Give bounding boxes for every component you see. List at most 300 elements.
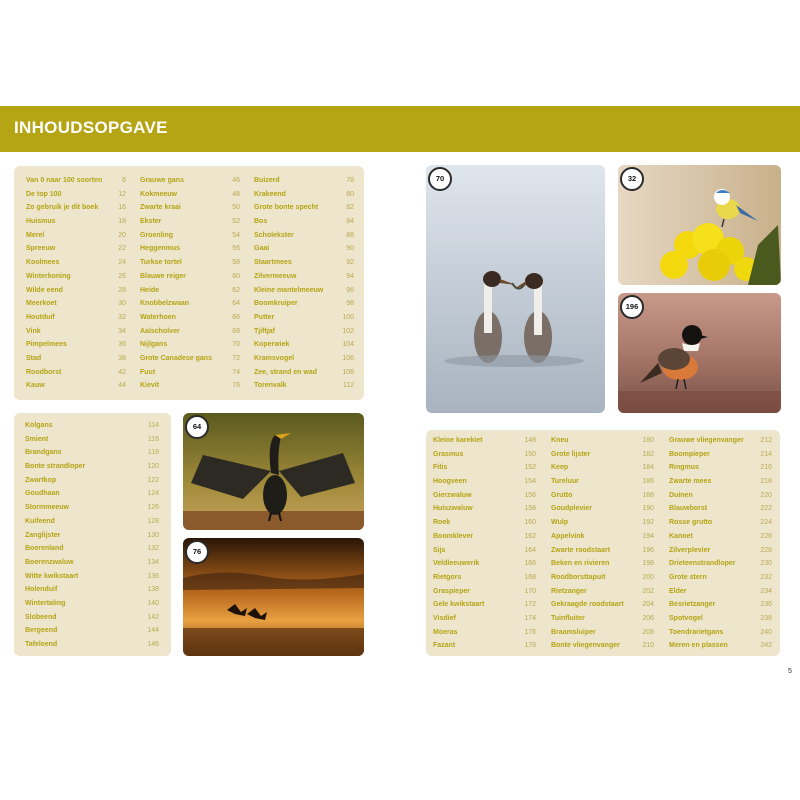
toc-entry[interactable] [669,612,772,626]
toc-entry[interactable] [433,530,536,544]
toc-entry[interactable] [26,256,126,270]
toc-entry-label: De top 100 [26,190,62,198]
toc-entry-page: 60 [232,272,240,280]
toc-entry[interactable] [669,639,772,653]
toc-entry-label: Koperwiek [254,341,290,349]
toc-entry-label: Fuut [140,368,156,376]
toc-entry[interactable] [551,626,654,640]
toc-entry[interactable] [254,284,354,298]
toc-entry[interactable] [669,461,772,475]
toc-entry[interactable] [254,188,354,202]
toc-entry-label: Roek [433,519,451,527]
toc-entry[interactable] [551,544,654,558]
toc-entry[interactable] [254,325,354,339]
toc-entry[interactable] [26,284,126,298]
toc-entry[interactable] [25,638,159,652]
toc-entry[interactable] [25,501,159,515]
toc-entry[interactable] [433,516,536,530]
toc-entry[interactable] [254,352,354,366]
toc-entry[interactable] [140,188,240,202]
toc-entry-page: 174 [524,614,536,622]
toc-entry-page: 160 [524,519,536,527]
blue-tit-photo [618,165,781,285]
toc-entry[interactable] [254,366,354,380]
toc-entry[interactable] [669,598,772,612]
toc-entry[interactable] [26,297,126,311]
toc-entry-label: Grote Canadese gans [140,354,212,362]
toc-entry-page: 20 [118,231,126,239]
toc-entry-label: Spotvogel [669,614,703,622]
toc-entry-page: 118 [147,449,159,457]
page-title: INHOUDSOPGAVE [14,118,168,137]
toc-entry-page: 82 [346,204,354,212]
toc-entry[interactable] [25,597,159,611]
toc-entry-label: Zwartkop [25,476,57,484]
toc-entry-page: 226 [760,532,772,540]
toc-entry-label: Heide [140,286,160,294]
toc-entry-page: 70 [232,341,240,349]
toc-entry[interactable] [551,475,654,489]
toc-entry[interactable] [26,366,126,380]
toc-entry[interactable] [551,489,654,503]
toc-entry-label: Kuifeend [25,517,55,525]
toc-entry-label: Gele kwikstaart [433,601,485,609]
toc-entry-label: Rietzanger [551,587,587,595]
toc-entry[interactable] [25,487,159,501]
toc-entry-page: 218 [760,478,772,486]
toc-entry[interactable] [433,557,536,571]
toc-entry-page: 98 [346,300,354,308]
toc-entry[interactable] [669,489,772,503]
toc-entry[interactable] [551,530,654,544]
toc-entry[interactable] [551,448,654,462]
toc-entry-label: Holenduif [25,586,58,594]
toc-entry-label: Grote stern [669,573,707,581]
toc-entry-page: 34 [118,327,126,335]
toc-entry-page: 42 [118,368,126,376]
toc-entry-label: Boompieper [669,450,710,458]
toc-entry-page: 18 [118,218,126,226]
toc-entry[interactable] [669,585,772,599]
toc-entry-label: Groenling [140,231,174,239]
toc-entry-label: Grasmus [433,450,464,458]
toc-entry-page: 134 [147,558,159,566]
toc-entry[interactable] [669,475,772,489]
toc-entry[interactable] [25,474,159,488]
toc-entry[interactable] [433,434,536,448]
toc-entry[interactable] [25,529,159,543]
toc-entry-label: Goudplevier [551,505,592,513]
toc-entry[interactable] [669,502,772,516]
toc-entry-label: Boomkruiper [254,300,298,308]
toc-entry-page: 168 [524,573,536,581]
toc-entry-page: 222 [760,505,772,513]
toc-entry-page: 198 [642,560,654,568]
toc-entry[interactable] [669,434,772,448]
toc-entry-page: 114 [147,422,159,429]
stonechat-photo [618,293,781,413]
toc-entry[interactable] [254,242,354,256]
toc-entry-label: Beken en rivieren [551,560,610,568]
toc-entry[interactable] [254,256,354,270]
toc-entry-label: Houtduif [26,313,55,321]
toc-entry-label: Bonte vliegenvanger [551,642,620,650]
toc-entry-page: 66 [232,313,240,321]
toc-entry[interactable] [433,626,536,640]
toc-entry-label: Zwarte kraai [140,204,181,212]
toc-entry-label: Kramsvogel [254,354,295,362]
toc-entry-page: 214 [760,450,772,458]
toc-entry-page: 78 [346,177,354,184]
toc-entry-label: Roodborsttapuit [551,573,606,581]
toc-entry[interactable] [433,544,536,558]
toc-entry[interactable] [669,516,772,530]
toc-entry-label: Toendrarietgans [669,628,724,636]
toc-entry-label: Huiszwaluw [433,505,473,513]
toc-entry[interactable] [551,461,654,475]
toc-entry[interactable] [140,215,240,229]
toc-entry[interactable] [551,434,654,448]
toc-entry-label: Brandgans [25,449,62,457]
toc-entry[interactable] [26,352,126,366]
toc-entry-page: 76 [232,382,240,390]
toc-entry-page: 206 [642,614,654,622]
toc-entry-label: Kneu [551,437,569,444]
toc-entry-label: Tjiftjaf [254,327,275,335]
toc-entry[interactable] [25,515,159,529]
toc-entry[interactable] [551,502,654,516]
toc-entry-page: 208 [642,628,654,636]
toc-entry[interactable] [26,270,126,284]
toc-entry-page: 64 [232,300,240,308]
page-badge: 64 [185,415,209,439]
toc-entry-page: 94 [346,272,354,280]
toc-entry[interactable] [26,242,126,256]
page-badge: 32 [620,167,644,191]
toc-entry-label: Boerenland [25,545,64,553]
toc-entry-label: Zo gebruik je dit boek [26,204,99,212]
toc-entry-label: Winterkoning [26,272,71,280]
toc-entry[interactable] [25,624,159,638]
toc-entry-label: Hoogveen [433,478,467,486]
toc-entry-label: Grote lijster [551,450,591,458]
toc-entry-page: 126 [147,504,159,512]
toc-entry-label: Rosse grutto [669,519,713,527]
toc-entry-label: Stad [26,354,42,362]
toc-entry[interactable] [25,419,159,433]
toc-entry[interactable] [25,611,159,625]
toc-entry[interactable] [26,188,126,202]
toc-entry-page: 56 [232,245,240,253]
geese-sunrise-photo [183,538,364,656]
toc-entry[interactable] [669,448,772,462]
toc-entry[interactable] [254,379,354,393]
toc-entry-label: Stormmeeuw [25,504,69,512]
toc-entry[interactable] [433,612,536,626]
toc-entry-page: 68 [232,327,240,335]
toc-entry-page: 116 [147,435,159,443]
toc-entry-label: Buizerd [254,177,280,184]
toc-column [551,434,654,653]
toc-entry[interactable] [254,270,354,284]
toc-entry-page: 188 [642,491,654,499]
toc-entry[interactable] [25,542,159,556]
toc-entry-page: 230 [760,560,772,568]
toc-entry-label: Aalscholver [140,327,180,335]
toc-entry[interactable] [433,585,536,599]
toc-entry-page: 238 [760,614,772,622]
toc-entry-page: 228 [760,546,772,554]
toc-entry[interactable] [433,489,536,503]
toc-entry[interactable] [25,583,159,597]
toc-panel-2 [14,413,171,656]
toc-entry[interactable] [26,311,126,325]
toc-entry-page: 80 [346,190,354,198]
toc-entry[interactable] [669,557,772,571]
toc-column [433,434,536,653]
toc-entry-label: Kanoet [669,532,693,540]
toc-entry-label: Grutto [551,491,573,499]
toc-entry-page: 106 [342,354,354,362]
toc-entry-label: Zanglijster [25,531,61,539]
toc-entry[interactable] [254,338,354,352]
toc-entry-label: Visdief [433,614,456,622]
toc-entry-page: 72 [232,354,240,362]
toc-entry-label: Blauwe reiger [140,272,186,280]
toc-entry[interactable] [140,256,240,270]
toc-entry-page: 184 [642,464,654,472]
toc-entry-page: 176 [524,628,536,636]
toc-entry[interactable] [551,571,654,585]
toc-entry-label: Kievit [140,382,160,390]
toc-entry-page: 122 [147,476,159,484]
toc-entry-page: 26 [118,272,126,280]
toc-entry-label: Huismus [26,218,56,226]
toc-entry[interactable] [551,612,654,626]
toc-entry-label: Tafeleend [25,641,58,648]
toc-entry-label: Bergeend [25,627,58,635]
toc-entry[interactable] [254,297,354,311]
toc-entry-label: Bos [254,218,268,226]
toc-entry-label: Tuinfluiter [551,614,585,622]
toc-entry-label: Spreeuw [26,245,56,253]
toc-entry[interactable] [551,639,654,653]
toc-entry-page: 232 [760,573,772,581]
toc-entry-page: 202 [642,587,654,595]
toc-column [254,174,354,393]
toc-entry-page: 24 [118,259,126,267]
toc-entry[interactable] [140,270,240,284]
toc-entry-label: Torenvalk [254,382,287,390]
toc-entry-page: 158 [524,505,536,513]
toc-entry[interactable] [140,352,240,366]
toc-entry[interactable] [140,379,240,393]
toc-entry-label: Witte kwikstaart [25,572,79,580]
toc-entry-page: 102 [342,327,354,335]
toc-entry-label: Kleine mantelmeeuw [254,286,324,294]
toc-entry-page: 48 [232,190,240,198]
toc-entry[interactable] [26,325,126,339]
toc-entry[interactable] [26,174,126,188]
toc-entry[interactable] [433,598,536,612]
toc-entry-label: Ekster [140,218,162,226]
toc-entry-page: 88 [346,231,354,239]
toc-entry-label: Blauwborst [669,505,708,513]
header-banner [0,106,800,152]
toc-entry[interactable] [26,215,126,229]
toc-entry-page: 180 [642,437,654,444]
toc-entry-page: 136 [147,572,159,580]
toc-entry-label: Merel [26,231,45,239]
toc-entry[interactable] [551,516,654,530]
toc-entry-label: Appelvink [551,532,585,540]
toc-entry[interactable] [433,475,536,489]
toc-entry-label: Rietgors [433,573,462,581]
toc-entry-page: 150 [524,450,536,458]
toc-entry-page: 170 [524,587,536,595]
toc-entry-label: Knobbelzwaan [140,300,190,308]
toc-entry[interactable] [140,229,240,243]
toc-entry[interactable] [669,571,772,585]
toc-entry[interactable] [254,311,354,325]
toc-entry-page: 6 [122,177,126,184]
cormorant-photo [183,413,364,530]
toc-entry[interactable] [140,201,240,215]
toc-entry-page: 124 [147,490,159,498]
toc-entry-page: 144 [147,627,159,635]
toc-entry[interactable] [254,201,354,215]
toc-entry[interactable] [254,229,354,243]
toc-entry-page: 128 [147,517,159,525]
toc-entry-label: Nijlgans [140,341,168,349]
toc-entry[interactable] [669,626,772,640]
toc-entry[interactable] [25,556,159,570]
toc-entry-page: 140 [147,599,159,607]
toc-entry[interactable] [433,448,536,462]
toc-entry-page: 38 [118,354,126,362]
toc-entry[interactable] [26,338,126,352]
toc-entry-page: 44 [118,382,126,390]
toc-entry-label: Wulp [551,519,568,527]
toc-entry[interactable] [25,460,159,474]
toc-entry-page: 92 [346,259,354,267]
toc-entry[interactable] [25,433,159,447]
toc-entry[interactable] [140,284,240,298]
toc-entry[interactable] [26,201,126,215]
toc-entry-label: Meerkoet [26,300,57,308]
toc-entry-page: 22 [118,245,126,253]
toc-entry-label: Boomklever [433,532,474,540]
toc-entry[interactable] [433,639,536,653]
toc-entry-page: 166 [524,560,536,568]
toc-entry[interactable] [551,598,654,612]
toc-entry-page: 90 [346,245,354,253]
page-badge: 76 [185,540,209,564]
toc-entry[interactable] [140,297,240,311]
toc-entry[interactable] [140,174,240,188]
toc-entry-label: Turkse tortel [140,259,182,267]
toc-entry-label: Krakeend [254,190,286,198]
toc-entry-label: Heggenmus [140,245,181,253]
toc-entry-label: Van 0 naar 100 soorten [26,177,103,184]
toc-entry-label: Tureluur [551,478,579,486]
toc-entry-label: Kokmeeuw [140,190,177,198]
toc-entry-page: 100 [342,313,354,321]
page-badge: 196 [620,295,644,319]
toc-entry-page: 46 [232,177,240,184]
toc-entry-page: 16 [118,204,126,212]
toc-entry[interactable] [140,366,240,380]
toc-entry[interactable] [26,229,126,243]
toc-entry-page: 156 [524,491,536,499]
toc-entry-label: Drieteenstrandloper [669,560,736,568]
toc-entry-label: Koolmees [26,259,60,267]
toc-entry-page: 224 [760,519,772,527]
toc-entry[interactable] [551,585,654,599]
toc-entry-page: 242 [760,642,772,650]
toc-entry[interactable] [551,557,654,571]
toc-entry[interactable] [433,461,536,475]
toc-entry[interactable] [669,544,772,558]
toc-entry-page: 192 [642,519,654,527]
toc-entry-label: Boerenzwaluw [25,558,74,566]
toc-entry-page: 36 [118,341,126,349]
toc-panel-1 [14,166,364,400]
toc-entry[interactable] [140,242,240,256]
toc-entry-label: Gierzwaluw [433,491,472,499]
toc-entry-page: 142 [147,613,159,621]
toc-entry-page: 162 [524,532,536,540]
toc-entry[interactable] [25,446,159,460]
toc-entry[interactable] [433,502,536,516]
toc-entry[interactable] [140,338,240,352]
toc-entry-label: Zilvermeeuw [254,272,297,280]
grebes-photo [426,165,605,413]
toc-entry[interactable] [433,571,536,585]
toc-entry-page: 146 [147,641,159,648]
toc-column [25,419,159,652]
toc-entry-page: 12 [118,190,126,198]
toc-entry-label: Zilverplevier [669,546,711,554]
toc-column [140,174,240,393]
toc-entry[interactable] [254,215,354,229]
toc-entry[interactable] [140,311,240,325]
toc-entry-page: 96 [346,286,354,294]
toc-entry[interactable] [140,325,240,339]
toc-entry-label: Kolgans [25,422,53,429]
toc-entry-page: 58 [232,259,240,267]
toc-entry-page: 178 [524,642,536,650]
toc-entry-label: Staartmees [254,259,292,267]
toc-entry-page: 120 [147,463,159,471]
toc-entry-label: Goudhaan [25,490,60,498]
toc-entry-label: Roodborst [26,368,62,376]
toc-entry-label: Fazant [433,642,456,650]
toc-entry-label: Gaai [254,245,270,253]
toc-entry[interactable] [254,174,354,188]
toc-entry-page: 138 [147,586,159,594]
toc-entry-label: Elder [669,587,687,595]
toc-entry-label: Kauw [26,382,45,390]
toc-entry[interactable] [25,570,159,584]
toc-entry[interactable] [669,530,772,544]
toc-entry-label: Pimpelmees [26,341,67,349]
toc-entry-page: 212 [760,437,772,444]
toc-entry-page: 148 [524,437,536,444]
toc-entry-label: Scholekster [254,231,294,239]
toc-entry-page: 234 [760,587,772,595]
toc-entry[interactable] [26,379,126,393]
